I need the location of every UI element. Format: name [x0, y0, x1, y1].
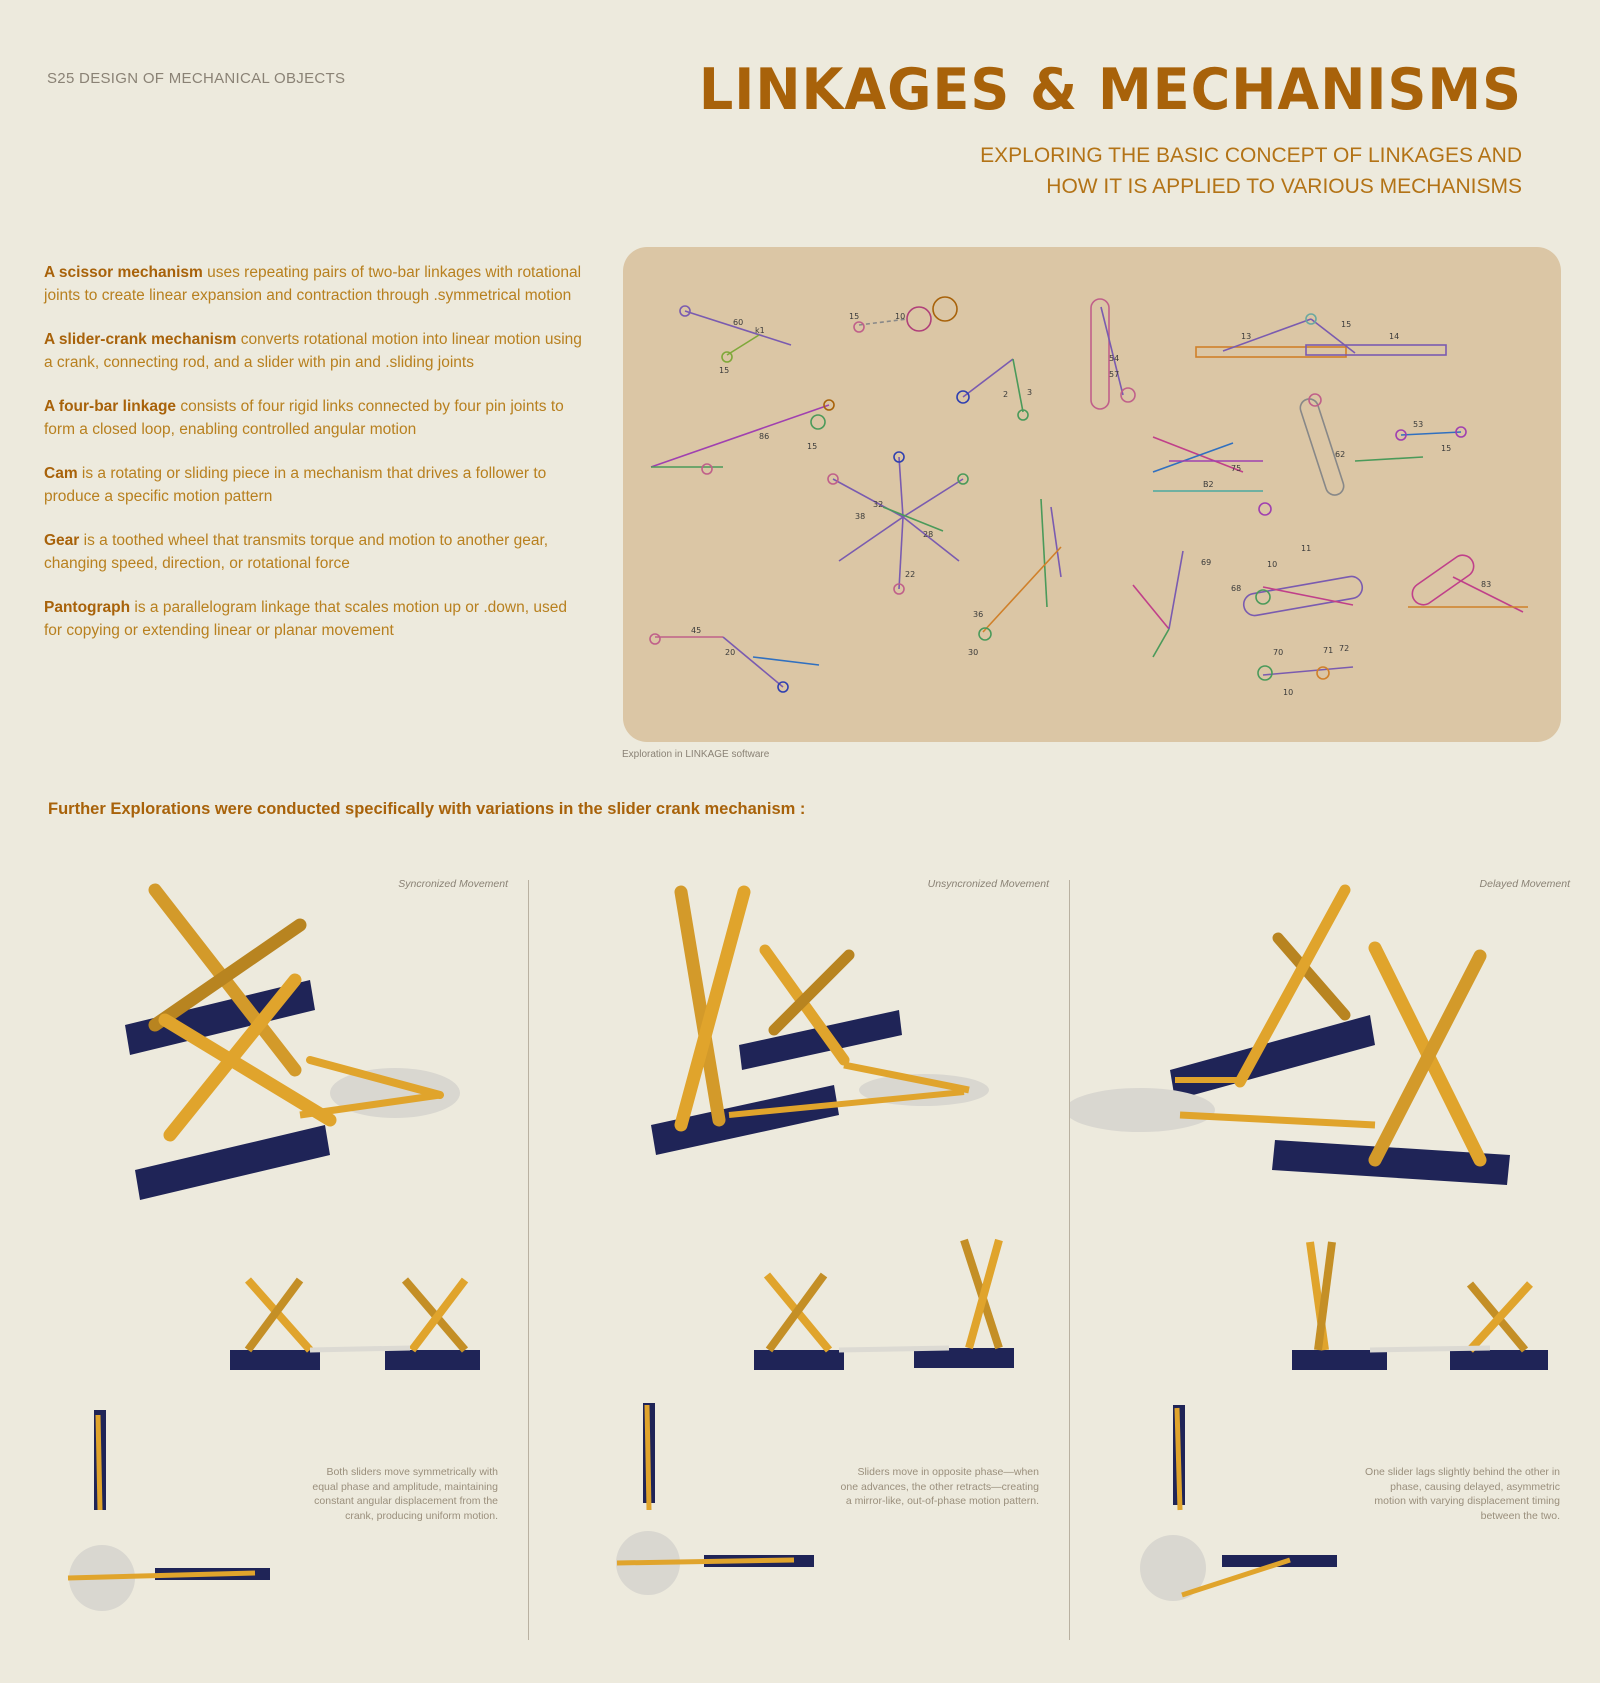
- subtitle-line-1: EXPLORING THE BASIC CONCEPT OF LINKAGES AND: [980, 144, 1522, 167]
- svg-text:B2: B2: [1203, 480, 1214, 489]
- definition-cam: Cam is a rotating or sliding piece in a mechanism that drives a follower to produce a specific motion pattern: [44, 465, 547, 505]
- svg-text:k1: k1: [755, 326, 765, 335]
- delayed-renders: [1070, 870, 1590, 1640]
- page-subtitle: [822, 140, 1522, 202]
- svg-text:22: 22: [905, 570, 916, 579]
- svg-text:38: 38: [855, 512, 866, 521]
- svg-text:10: 10: [1283, 688, 1294, 697]
- svg-text:45: 45: [691, 626, 702, 635]
- svg-text:3: 3: [1027, 388, 1033, 397]
- svg-text:14: 14: [1389, 332, 1400, 341]
- definition-four-bar: A four-bar linkage consists of four rigid links connected by four pin joints to form a closed loop, enabling controlled angular motion: [44, 398, 564, 438]
- svg-text:15: 15: [849, 312, 860, 321]
- svg-text:83: 83: [1481, 580, 1492, 589]
- svg-text:70: 70: [1273, 648, 1284, 657]
- panel-caption: Exploration in LINKAGE software: [622, 749, 770, 760]
- variation-syncronized: [0, 870, 528, 1640]
- variation-description: Both sliders move symmetrically with equal phase and amplitude, maintaining constant angular displacement from the crank, producing uniform motion.: [312, 1466, 498, 1522]
- svg-text:28: 28: [923, 530, 934, 539]
- svg-text:62: 62: [1335, 450, 1346, 459]
- syncronized-renders: [0, 870, 528, 1640]
- svg-text:15: 15: [807, 442, 818, 451]
- svg-text:2: 2: [1003, 390, 1009, 399]
- svg-text:71: 71: [1323, 646, 1334, 655]
- svg-text:32: 32: [873, 500, 884, 509]
- variation-label: Syncronized Movement: [398, 878, 508, 890]
- definition-slider-crank: A slider-crank mechanism converts rotational motion into linear motion using a crank, connecting rod, and a slider with pin and .sliding joints: [44, 331, 582, 371]
- linkage-diagrams-image: [623, 247, 1561, 742]
- definitions-list: [44, 262, 584, 664]
- svg-text:13: 13: [1241, 332, 1252, 341]
- unsyncronized-renders: [529, 870, 1069, 1640]
- svg-text:15: 15: [1341, 320, 1352, 329]
- svg-text:69: 69: [1201, 558, 1212, 567]
- svg-text:75: 75: [1231, 464, 1242, 473]
- svg-text:86: 86: [759, 432, 770, 441]
- svg-text:57: 57: [1109, 370, 1120, 379]
- course-title: S25 DESIGN OF MECHANICAL OBJECTS: [47, 70, 346, 87]
- svg-text:30: 30: [968, 648, 979, 657]
- linkage-software-panel: [623, 247, 1561, 742]
- variation-label: Unsyncronized Movement: [927, 878, 1049, 890]
- svg-text:54: 54: [1109, 354, 1120, 363]
- further-explorations-heading: Further Explorations were conducted specifically with variations in the slider crank mechanism :: [48, 800, 806, 818]
- svg-text:15: 15: [719, 366, 730, 375]
- svg-text:20: 20: [725, 648, 736, 657]
- svg-text:68: 68: [1231, 584, 1242, 593]
- svg-text:10: 10: [895, 312, 906, 321]
- svg-text:60: 60: [733, 318, 744, 327]
- subtitle-line-2: HOW IT IS APPLIED TO VARIOUS MECHANISMS: [1046, 175, 1522, 198]
- svg-text:53: 53: [1413, 420, 1424, 429]
- variation-unsyncronized: [529, 870, 1069, 1640]
- variation-description: Sliders move in opposite phase—when one advances, the other retracts—creating a mirror-like, out-of-phase motion pattern.: [840, 1466, 1039, 1507]
- definition-pantograph: Pantograph is a parallelogram linkage that scales motion up or .down, used for copying or extending linear or planar movement: [44, 599, 567, 639]
- svg-text:10: 10: [1267, 560, 1278, 569]
- svg-text:15: 15: [1441, 444, 1452, 453]
- page-title: LINKAGES & MECHANISMS: [698, 56, 1522, 123]
- svg-text:36: 36: [973, 610, 984, 619]
- variation-description: One slider lags slightly behind the other in phase, causing delayed, asymmetric motion with varying displacement timing between the two.: [1365, 1466, 1560, 1522]
- definition-gear: Gear is a toothed wheel that transmits torque and motion to another gear, changing speed, direction, or rotational force: [44, 532, 549, 572]
- variation-delayed: [1070, 870, 1590, 1640]
- variation-label: Delayed Movement: [1479, 878, 1570, 890]
- definition-scissor: A scissor mechanism uses repeating pairs of two-bar linkages with rotational joints to create linear expansion and contraction through .symmetrical motion: [44, 264, 582, 304]
- svg-text:11: 11: [1301, 544, 1312, 553]
- svg-text:72: 72: [1339, 644, 1350, 653]
